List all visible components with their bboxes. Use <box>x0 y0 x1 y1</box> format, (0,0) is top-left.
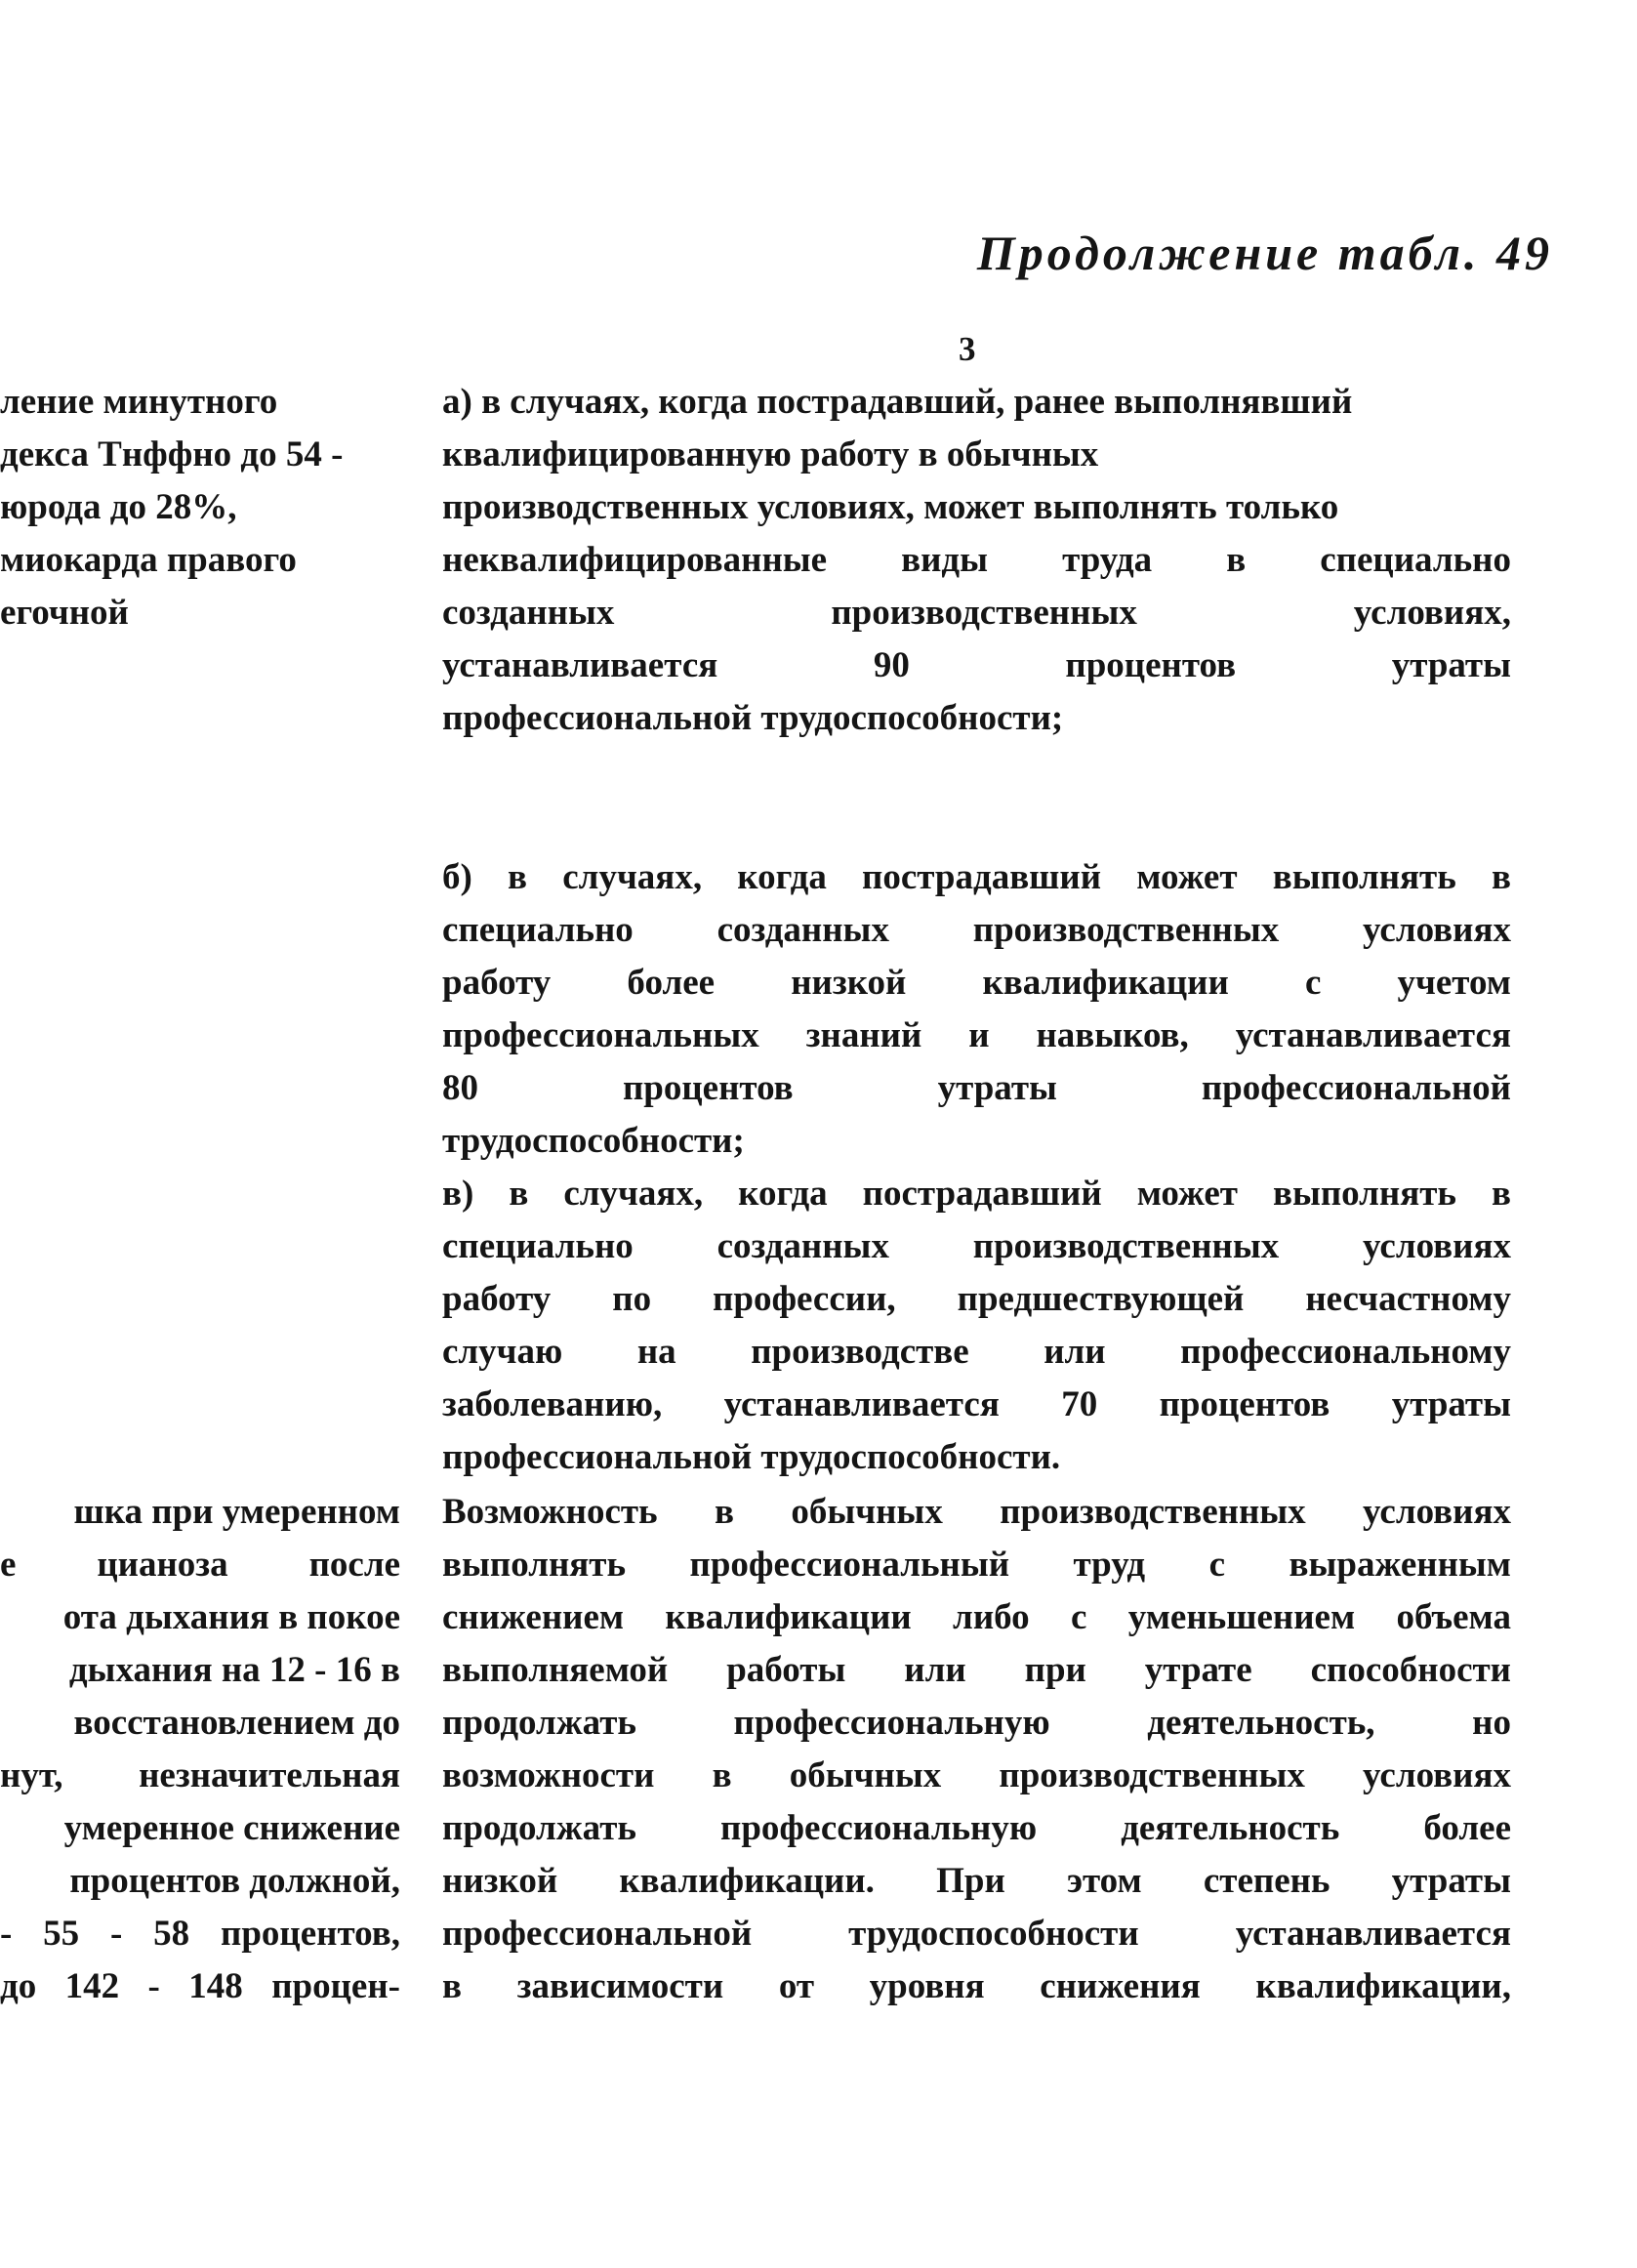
left-text-line: - 55 - 58 процентов, <box>0 1914 400 1954</box>
para-b-line: профессиональных знаний и навыков, устанавливается <box>442 1015 1511 1055</box>
para-b-line: 80 процентов утраты профессиональной <box>442 1068 1511 1108</box>
left-text-line: е цианоза после <box>0 1545 400 1585</box>
para-a-line: неквалифицированные виды труда в специально <box>442 540 1511 580</box>
para-a-line: а) в случаях, когда пострадавший, ранее выполнявший <box>442 382 1353 422</box>
para-a-line: производственных условиях, может выполнять только <box>442 487 1339 527</box>
para-v-line: заболеванию, устанавливается 70 процентов утраты <box>442 1384 1511 1424</box>
column-number: 3 <box>959 330 976 368</box>
main-para-line: низкой квалификации. При этом степень утраты <box>442 1861 1511 1901</box>
main-para-line: продолжать профессиональную деятельность более <box>442 1808 1511 1848</box>
left-text-line: нут, незначительная <box>0 1755 400 1795</box>
left-text-line: ота дыхания в покое <box>62 1597 400 1637</box>
main-para-line: возможности в обычных производственных условиях <box>442 1755 1511 1795</box>
para-b-line: б) в случаях, когда пострадавший может выполнять в <box>442 857 1511 897</box>
main-para-line: выполняемой работы или при утрате способности <box>442 1650 1511 1690</box>
left-text-line: егочной <box>0 593 129 633</box>
para-a-line: квалифицированную работу в обычных <box>442 434 1099 474</box>
main-para-line: продолжать профессиональную деятельность, но <box>442 1703 1511 1743</box>
para-a-line: созданных производственных условиях, <box>442 593 1511 633</box>
para-v-line: в) в случаях, когда пострадавший может выполнять в <box>442 1174 1511 1214</box>
para-b-line: трудоспособности; <box>442 1121 745 1161</box>
para-b-line: работу более низкой квалификации с учетом <box>442 963 1511 1003</box>
main-para-line: Возможность в обычных производственных условиях <box>442 1492 1511 1532</box>
table-continuation-caption: Продолжение табл. 49 <box>976 226 1553 280</box>
left-text-line: миокарда правого <box>0 540 297 580</box>
left-text-line: ление минутного <box>0 382 278 422</box>
para-v-line: случаю на производстве или профессиональному <box>442 1332 1511 1372</box>
main-para-line: профессиональной трудоспособности устанавливается <box>442 1914 1511 1954</box>
left-text-line: умеренное снижение <box>63 1808 400 1848</box>
left-text-line: шка при умеренном <box>73 1492 400 1532</box>
para-v-line: специально созданных производственных условиях <box>442 1226 1511 1266</box>
left-text-line: юрода до 28%, <box>0 487 237 527</box>
para-a-line: устанавливается 90 процентов утраты <box>442 645 1511 685</box>
para-b-line: специально созданных производственных условиях <box>442 910 1511 950</box>
main-para-line: в зависимости от уровня снижения квалификации, <box>442 1966 1511 2006</box>
main-para-line: снижением квалификации либо с уменьшением объема <box>442 1597 1511 1637</box>
para-v-line: профессиональной трудоспособности. <box>442 1437 1061 1477</box>
left-text-line: декса Тнффно до 54 - <box>0 434 344 474</box>
para-v-line: работу по профессии, предшествующей несчастному <box>442 1279 1511 1319</box>
left-text-line: дыхания на 12 - 16 в <box>68 1650 400 1690</box>
para-a-line: профессиональной трудоспособности; <box>442 698 1064 738</box>
left-text-line: до 142 - 148 процен- <box>0 1966 400 2006</box>
left-text-line: восстановлением до <box>73 1703 400 1743</box>
main-para-line: выполнять профессиональный труд с выраженным <box>442 1545 1511 1585</box>
left-text-line: процентов должной, <box>69 1861 400 1901</box>
